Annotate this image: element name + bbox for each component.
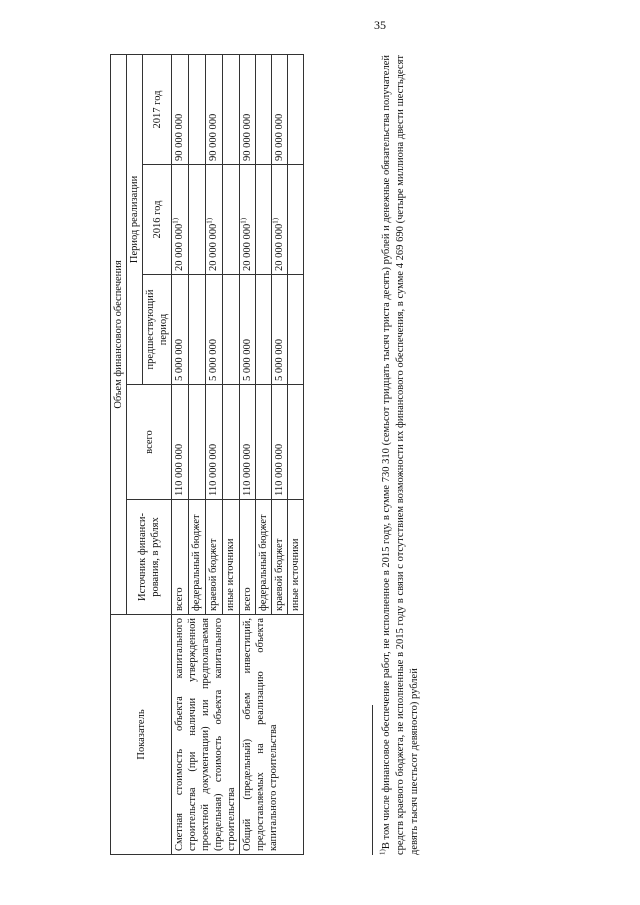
- header-2017: 2017 год: [143, 54, 172, 164]
- previous-cell: 5 000 000: [206, 275, 223, 385]
- y2016-value: 20 000 000: [242, 223, 253, 271]
- footnote-marker: 1): [378, 849, 387, 855]
- y2016-cell: [288, 165, 304, 275]
- header-indicator: Показатель: [111, 615, 172, 855]
- total-cell: 110 000 000: [206, 385, 223, 500]
- previous-cell: 5 000 000: [240, 275, 256, 385]
- source-cell: всего: [240, 500, 256, 615]
- y2017-cell: [288, 54, 304, 164]
- y2016-cell: [172, 165, 189, 275]
- financing-table: [110, 54, 304, 855]
- table-row: [240, 54, 256, 854]
- header-volume-group: Объем финансового обеспечения: [111, 54, 127, 614]
- footnote-text: В том числе финансовое обеспечение работ, не исполненное в 2015 году, в сумме 730 310 (семьсот тридцать тысяч триста десять) рублей и денежные обязательства получателей средств краевого бюджета, не исполненные в 2015 году в связи с отсутствием возможности их финансового обеспечения, в сумме 4 269 690 (четыре миллиона двести шестьдесят девять тысяч шестьсот девяносто) рублей: [381, 55, 420, 855]
- indicator-cell: Сметная стоимость объекта капитального строительства (при наличии утвержденной проектной документации) или предполагаемая (предельная) стоимость объекта капитального строительства: [172, 615, 240, 855]
- previous-cell: [288, 275, 304, 385]
- source-cell: иные источники: [288, 500, 304, 615]
- footnote-divider: [372, 705, 373, 855]
- footnote: [380, 55, 422, 855]
- header-source: Источник финанси-рования, в рублях: [127, 500, 172, 615]
- source-cell: федеральный бюджет: [256, 500, 272, 615]
- y2017-cell: 90 000 000: [240, 54, 256, 164]
- header-total: всего: [127, 385, 172, 500]
- total-cell: 110 000 000: [240, 385, 256, 500]
- total-cell: 110 000 000: [172, 385, 189, 500]
- y2016-value: 20 000 000: [174, 223, 185, 271]
- footnote-ref: 1): [171, 217, 180, 224]
- y2017-cell: 90 000 000: [206, 54, 223, 164]
- source-cell: всего: [172, 500, 189, 615]
- header-previous: предшествующий период: [143, 275, 172, 385]
- table-row: [172, 54, 189, 854]
- y2016-cell: [256, 165, 272, 275]
- y2017-cell: 90 000 000: [272, 54, 288, 164]
- y2016-cell: [189, 165, 206, 275]
- footnote-ref: 1): [239, 217, 248, 224]
- previous-cell: 5 000 000: [172, 275, 189, 385]
- y2017-cell: [256, 54, 272, 164]
- previous-cell: [189, 275, 206, 385]
- source-cell: краевой бюджет: [206, 500, 223, 615]
- rotated-content: [110, 55, 500, 855]
- indicator-cell: Общий (предельный) объем инвестиций, предоставляемых на реализацию объекта капитального строительства: [240, 615, 304, 855]
- header-2016: 2016 год: [143, 165, 172, 275]
- source-cell: краевой бюджет: [272, 500, 288, 615]
- y2016-cell: [223, 165, 240, 275]
- source-cell: федеральный бюджет: [189, 500, 206, 615]
- footnote-ref: 1): [205, 217, 214, 224]
- y2016-cell: [272, 165, 288, 275]
- page-number: 35: [374, 18, 386, 32]
- total-cell: [256, 385, 272, 500]
- total-cell: [288, 385, 304, 500]
- total-cell: 110 000 000: [272, 385, 288, 500]
- y2016-cell: [240, 165, 256, 275]
- y2017-cell: 90 000 000: [172, 54, 189, 164]
- header-period-group: Период реализации: [127, 54, 143, 384]
- y2016-cell: [206, 165, 223, 275]
- y2017-cell: [189, 54, 206, 164]
- y2016-value: 20 000 000: [208, 223, 219, 271]
- total-cell: [189, 385, 206, 500]
- y2016-value: 20 000 000: [274, 223, 285, 271]
- previous-cell: [256, 275, 272, 385]
- source-cell: иные источники: [223, 500, 240, 615]
- footnote-ref: 1): [271, 217, 280, 224]
- previous-cell: [223, 275, 240, 385]
- total-cell: [223, 385, 240, 500]
- previous-cell: 5 000 000: [272, 275, 288, 385]
- y2017-cell: [223, 54, 240, 164]
